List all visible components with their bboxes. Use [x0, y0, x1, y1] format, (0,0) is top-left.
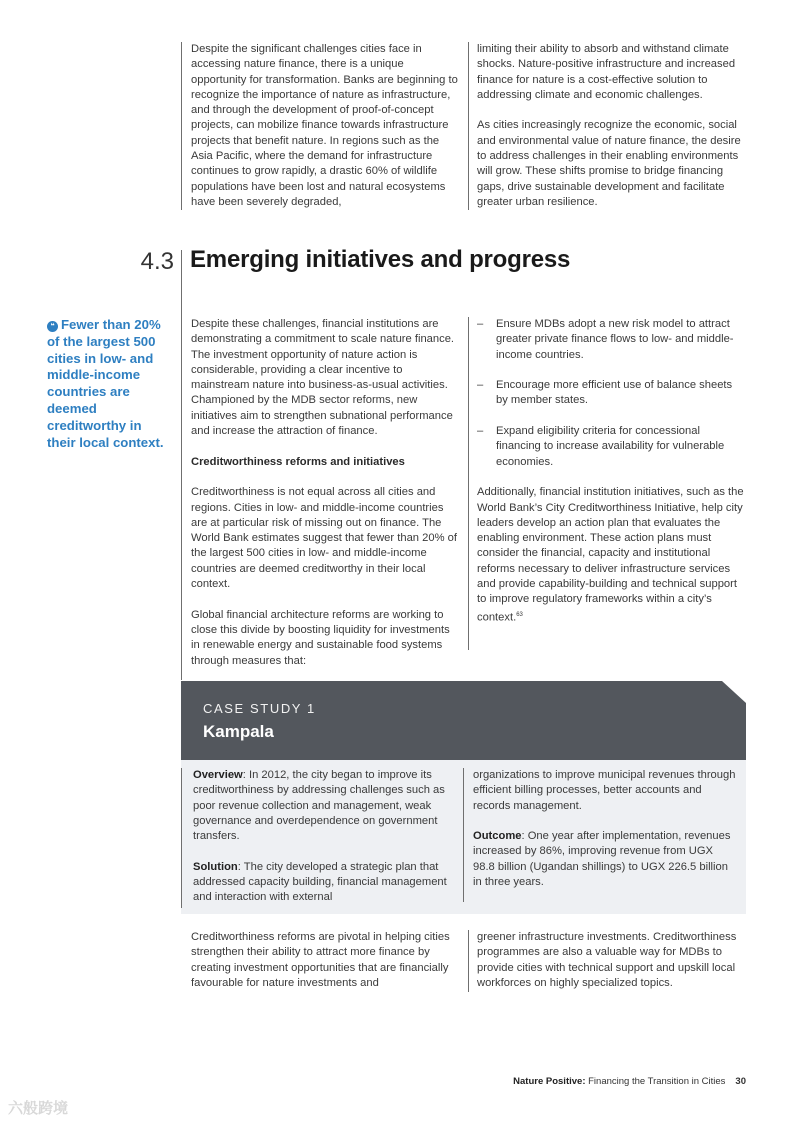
- body-right-paragraph: [477, 485, 747, 625]
- list-item-text: Expand eligibility criteria for concessional financing to increase availability for vulnerable economies.: [496, 425, 725, 468]
- list-item: [477, 378, 747, 409]
- outcome-text: : One year after implementation, revenues increased by 86%, improving revenue from UGX 98.8 billion (Ugandan shillings) to UGX 226.5 billion in three years.: [473, 830, 731, 889]
- case-study-title: Kampala: [203, 722, 274, 741]
- overview-text: : In 2012, the city began to improve its creditworthiness by addressing challenges such as poor revenue collection and management, weak governance and overdependence on government transfers.: [193, 769, 445, 843]
- case-study-left-column: [193, 768, 457, 906]
- case-study-solution: [193, 860, 457, 906]
- case-study-divider-right: [463, 768, 464, 902]
- measures-list: [477, 317, 747, 470]
- section-number: 4.3: [140, 248, 174, 275]
- closing-right-paragraph: greener infrastructure investments. Creditworthiness programmes are also a valuable way for MDBs to provide cities with technical support and upskill local workforces on highly specialized topics.: [477, 931, 737, 989]
- case-study-kicker: CASE STUDY 1: [203, 701, 316, 716]
- footer-title-rest: Financing the Transition in Cities: [585, 1076, 726, 1087]
- intro-right-paragraph-1: limiting their ability to absorb and withstand climate shocks. Nature-positive infrastructure and increased finance for nature is a cost-effective solution to addressing climate and economic challenges.: [477, 43, 736, 101]
- body-left-column: [191, 317, 459, 669]
- overview-label: Overview: [193, 769, 243, 781]
- closing-right-column: [477, 930, 747, 991]
- closing-divider: [468, 930, 469, 992]
- list-item-text: Encourage more efficient use of balance sheets by member states.: [496, 379, 733, 407]
- body-left-paragraph-3: Global financial architecture reforms are working to close this divide by boosting liquidity for investments in renewable energy and sustainable food systems through measures that:: [191, 608, 450, 667]
- list-item: [477, 317, 747, 363]
- case-study-overview: [193, 768, 457, 844]
- intro-left-paragraph: Despite the significant challenges cities face in accessing nature finance, there is a unique opportunity for transformation. Banks are beginning to recognize the importance of nature as infrastructure, and through the development of proof-of-concept projects, can mobilize finance towards infrastructure projects that benefit nature. In regions such as the Asia Pacific, where the demand for infrastructure continues to grow rapidly, a drastic 60% of wildlife populations have been lost and natural ecosystems have been severely degraded,: [191, 43, 458, 208]
- intro-right-paragraph-2: As cities increasingly recognize the economic, social and environmental value of nature finance, the desire to address challenges in their enabling environments will grow. These shifts promise to bridge financing gaps, drive sustainable development and facilitate greater urban resilience.: [477, 119, 741, 208]
- case-study-header: [181, 681, 746, 760]
- intro-divider-right: [468, 42, 469, 210]
- pull-quote-text: Fewer than 20% of the largest 500 cities in low- and middle-income countries are deemed creditworthy in their local context.: [47, 317, 164, 450]
- pull-quote: [47, 317, 171, 451]
- case-study-right-paragraph: organizations to improve municipal revenues through efficient billing processes, better accounts and records management.: [473, 769, 736, 812]
- intro-left-column: [191, 42, 459, 210]
- case-study-outcome: [473, 829, 737, 890]
- quote-icon: ❝: [47, 321, 58, 332]
- body-left-paragraph-1: Despite these challenges, financial institutions are demonstrating a commitment to scale nature finance. The investment opportunity of nature action is considerable, providing a clear incentive to mainstream nature into business-as-usual activities. Championed by the MDB sector reforms, new initiatives aim to strengthen subnational performance and increase the attraction of finance.: [191, 318, 455, 438]
- body-right-column: [477, 317, 747, 626]
- solution-text: : The city developed a strategic plan that addressed capacity building, financial management and interaction with external: [193, 860, 447, 904]
- section-title: Emerging initiatives and progress: [190, 246, 571, 273]
- list-item: [477, 424, 747, 470]
- list-item-text: Ensure MDBs adopt a new risk model to attract greater private finance flows to low- and middle-income countries.: [496, 318, 734, 361]
- watermark: 六般跨境: [8, 1100, 69, 1117]
- closing-left-paragraph: Creditworthiness reforms are pivotal in helping cities strengthen their ability to attract more finance by creating investment opportunities that are financially favourable for nature investments and: [191, 931, 450, 989]
- case-study-right-column: [473, 768, 737, 890]
- body-left-paragraph-2: Creditworthiness is not equal across all cities and regions. Cities in low- and middle-income countries are at particular risk of missing out on finance. The World Bank estimates suggest that fewer than 20% of the largest 500 cities in low- and middle-income countries are deemed creditworthy in their local context.: [191, 486, 457, 591]
- intro-right-column: [477, 42, 747, 210]
- solution-label: Solution: [193, 860, 238, 873]
- footer-title-bold: Nature Positive:: [513, 1076, 586, 1087]
- bullet-dash: –: [477, 425, 484, 438]
- closing-left-column: [191, 930, 459, 991]
- page-number: 30: [735, 1076, 746, 1087]
- section-heading-divider: [181, 250, 182, 680]
- subheading-creditworthiness: Creditworthiness reforms and initiatives: [191, 455, 405, 468]
- case-study-divider-left: [181, 768, 182, 908]
- bullet-dash: –: [477, 379, 484, 392]
- page-footer: [513, 1076, 746, 1087]
- body-divider: [468, 317, 469, 650]
- bullet-dash: –: [477, 318, 484, 330]
- body-right-paragraph-text: Additionally, financial institution initiatives, such as the World Bank’s City Creditworthiness Initiative, help city leaders develop an action plan that evaluates the enabling environment. These action plans must consider the financial, capacity and institutional reforms necessary to deliver infrastructure services and provide capability-building and technical support to improve regulatory frameworks within a city’s context.: [477, 486, 744, 624]
- footnote-ref[interactable]: 63: [516, 611, 523, 618]
- intro-divider-left: [181, 42, 182, 210]
- outcome-label: Outcome: [473, 830, 522, 843]
